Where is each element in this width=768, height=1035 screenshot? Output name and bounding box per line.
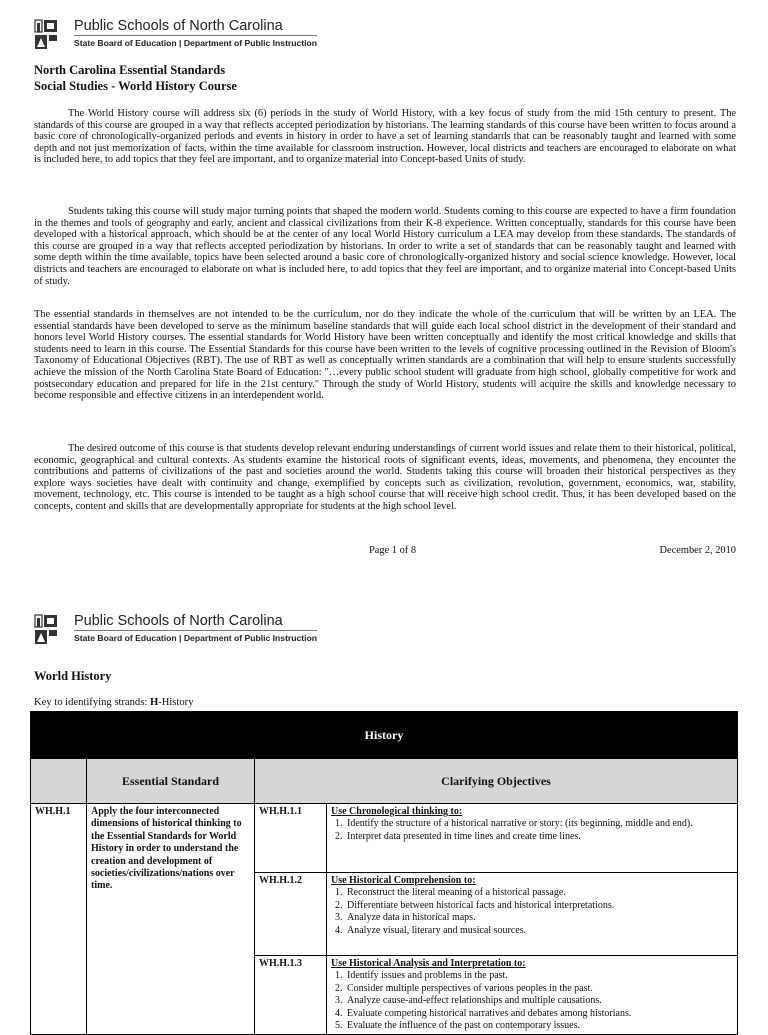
list-item: 1. Reconstruct the literal meaning of a historical passage. <box>345 887 733 899</box>
section-title: World History <box>34 669 112 683</box>
strand-header: History <box>31 712 738 759</box>
header-blank-cell <box>31 759 87 804</box>
objective-cell <box>327 873 738 956</box>
org-name: Public Schools of North Carolina <box>74 18 283 34</box>
org-subtitle: State Board of Education | Department of Public Instruction <box>74 630 317 643</box>
dpi-logo-icon <box>34 18 68 52</box>
objective-heading: Use Chronological thinking to: <box>331 806 463 817</box>
list-item: 3. Analyze data in historical maps. <box>345 912 733 924</box>
objective-cell <box>327 956 738 1035</box>
essential-standard-header: Essential Standard <box>87 759 255 804</box>
standard-text: Apply the four interconnected dimensions of historical thinking to the Essential Standards for World History in order to understand the creation and development of societies/civilizations/nations over time. <box>87 804 255 1035</box>
list-item: 1. Identify issues and problems in the past. <box>345 970 733 982</box>
paragraph-text: The desired outcome of this course is that students develop relevant enduring understandings of current world issues and relate them to their historical, political, economic, geographical and cultural contexts. As students examine the historical roots of significant events, ideas, movements, and phenomena, they encounter the contributions and patterns of civilizations of the past and societies around the world. Students taking this course will broaden their historical perspectives as they explore ways societies have dealt with continuity and change, exemplified by concepts such as civilization, revolution, government, economics, war, stability, movement, technology, etc. This course is intended to be taught as a high school course that will receive high school credit. Thus, it has been developed based on the concepts, content and skills that are developmentally appropriate for students at the high school level. <box>34 443 736 512</box>
objective-code: WH.H.1.1 <box>255 804 327 873</box>
intro-paragraph-1 <box>34 108 736 166</box>
dpi-logo-icon <box>34 613 68 647</box>
page-date: December 2, 2010 <box>659 545 736 556</box>
list-item: 5. Evaluate the influence of the past on contemporary issues. <box>345 1020 733 1032</box>
strand-key-prefix: Key to identifying strands: <box>34 697 150 708</box>
list-item: 2. Differentiate between historical facts and historical interpretations. <box>345 900 733 912</box>
org-name: Public Schools of North Carolina <box>74 613 283 629</box>
strand-key-suffix: -History <box>158 697 194 708</box>
paragraph-text: The World History course will address six (6) periods in the study of World History, with a key focus of study from the mid 15th century to present. The standards of this course are grouped in a way that reflects accepted periodization by historians. The learning standards of this course have been written to focus around a basic core of chronologically-organized periods and events in history in order to have a set of learning standards that can be reasonably taught and learned with some depth and not just memorization of facts, within the time available for classroom instruction. However, local districts and teachers are encouraged to elaborate on what is included here, to add topics that they feel are important, and to organize material into Concept-based Units of study. <box>34 108 736 166</box>
objective-code: WH.H.1.3 <box>255 956 327 1035</box>
objective-heading: Use Historical Analysis and Interpretation to: <box>331 958 526 969</box>
org-subtitle: State Board of Education | Department of Public Instruction <box>74 35 317 48</box>
list-item: 1. Identify the structure of a historical narrative or story: (its beginning, middle and end). <box>345 818 733 830</box>
page-number: Page 1 of 8 <box>369 545 417 556</box>
document-page-2 <box>0 605 768 1032</box>
standard-code: WH.H.1 <box>31 804 87 1035</box>
intro-paragraph-2 <box>34 206 736 287</box>
list-item: 3. Analyze cause-and-effect relationships and multiple causations. <box>345 995 733 1007</box>
page-separator <box>0 575 768 605</box>
objective-heading: Use Historical Comprehension to: <box>331 875 476 886</box>
objective-cell <box>327 804 738 873</box>
document-title: North Carolina Essential Standards <box>34 63 226 77</box>
dpi-logo <box>34 18 317 52</box>
strand-key <box>34 697 736 709</box>
list-item: 4. Evaluate competing historical narratives and debates among historians. <box>345 1008 733 1020</box>
strand-key-code: H <box>149 697 159 708</box>
list-item: 2. Interpret data presented in time lines and create time lines. <box>345 831 733 843</box>
intro-paragraph-3 <box>34 309 736 402</box>
clarifying-objectives-header: Clarifying Objectives <box>255 759 738 804</box>
document-subtitle: Social Studies - World History Course <box>34 79 237 93</box>
dpi-logo <box>34 613 317 647</box>
standards-table <box>30 711 738 1035</box>
paragraph-text: Students taking this course will study major turning points that shaped the modern world. Students coming to this course are expected to have a firm foundation in the themes and tools of geography and early, ancient and classical civilizations from their K-8 experience. Written conceptually, standards for this course have been developed with a historical approach, which should be at the center of any local World History curriculum a LEA may develop from these standards. The standards of this course are grouped in a way that reflects accepted periodization by historians. In order to write a set of standards that can be reasonably taught and learned with some depth within the time available, topics have been selected around a basic core of chronologically-organized history and social science knowledge. However, local districts and teachers are encouraged to elaborate on what is included here, to add topics that they feel are important, and to organize material into Concept-based Units of study. <box>34 206 736 287</box>
intro-paragraph-4 <box>34 443 736 513</box>
objective-code: WH.H.1.2 <box>255 873 327 956</box>
list-item: 4. Analyze visual, literary and musical sources. <box>345 925 733 937</box>
list-item: 2. Consider multiple perspectives of various peoples in the past. <box>345 983 733 995</box>
paragraph-text: The essential standards in themselves are not intended to be the curriculum, nor do they indicate the whole of the curriculum that will be written by an LEA. The essential standards have been developed to serve as the minimum baseline standards that will guide each local school district in the development of their standard and honors level World History courses. The essential standards for World History have been written conceptually and identify the most critical knowledge and skills that students need to learn in this course. The Essential Standards for this course have been written to the levels of cognitive processing outlined in the Revision of Bloom's Taxonomy of Educational Objectives (RBT). The use of RBT as well as conceptually written standards are a combination that will help to ensure students successfully achieve the mission of the North Carolina State Board of Education: "…every public school student will graduate from high school, globally competitive for work and postsecondary education and prepared for life in the 21st century." Through the study of World History, students will acquire the skills and knowledge necessary to become responsible and effective citizens in an interdependent world. <box>34 309 736 402</box>
table-row <box>31 804 738 873</box>
